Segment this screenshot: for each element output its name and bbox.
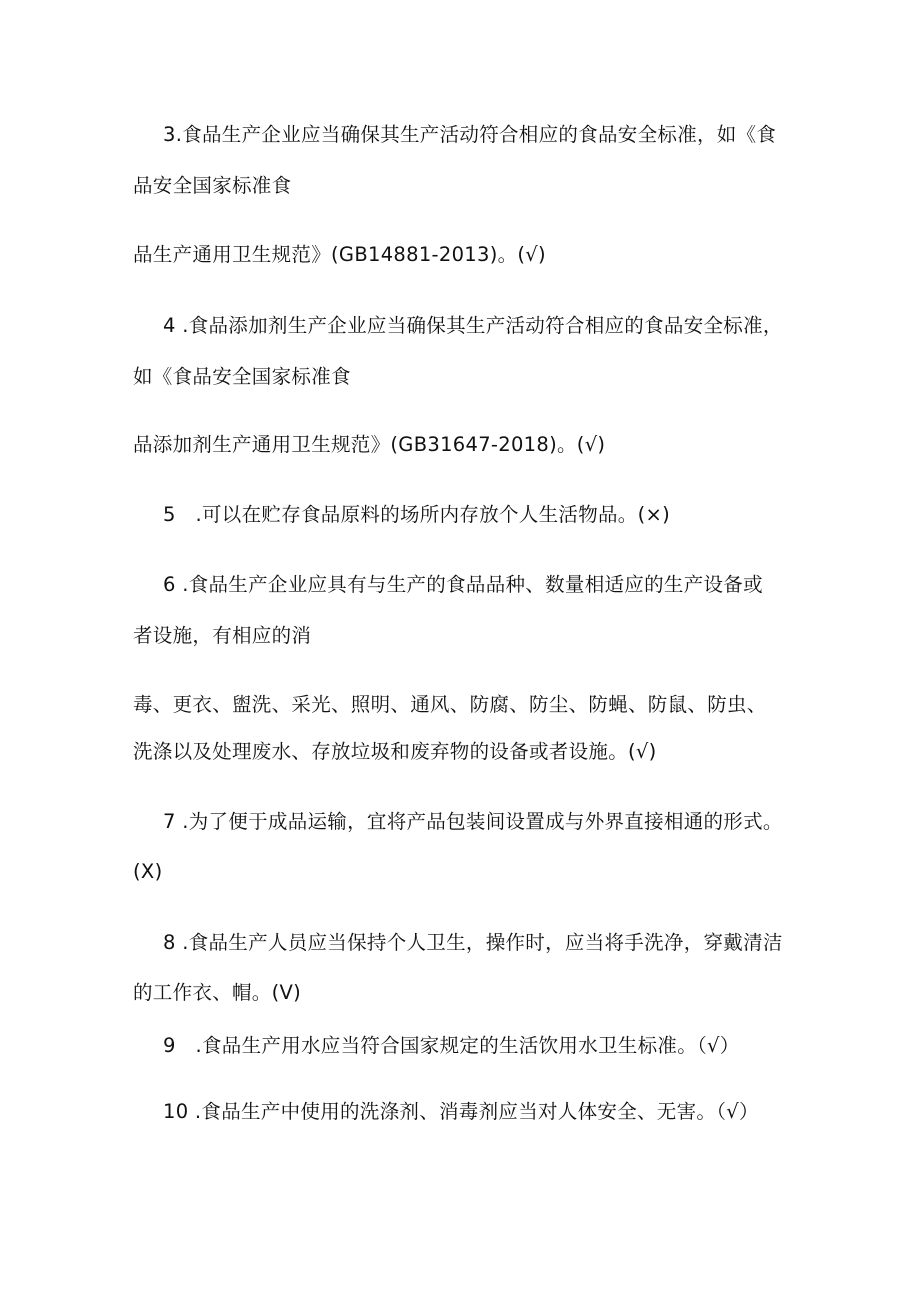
text-line: 10 .食品生产中使用的洗涤剂、消毒剂应当对人体安全、无害。（√） [163,1100,759,1123]
text-line: 的工作衣、帽。(V) [133,981,302,1004]
text-line: (X) [133,860,163,883]
text-line: 品添加剂生产通用卫生规范》(GB31647-2018)。(√) [133,433,606,456]
text-line: 9 .食品生产用水应当符合国家规定的生活饮用水卫生标准。（√） [163,1034,740,1057]
text-line: 6 .食品生产企业应具有与生产的食品品种、数量相适应的生产设备或 [163,573,763,596]
text-line: 7 .为了便于成品运输，宜将产品包装间设置成与外界直接相通的形式。 [163,810,783,833]
text-line: 8 .食品生产人员应当保持个人卫生，操作时，应当将手洗净，穿戴清洁 [163,931,783,954]
text-line: 品安全国家标准食 [133,174,292,197]
text-line: 毒、更衣、盥洗、采光、照明、通风、防腐、防尘、防蝇、防鼠、防虫、 [133,693,767,716]
text-line: 者设施，有相应的消 [133,624,312,647]
text-line: 如《食品安全国家标准食 [133,365,351,388]
text-line: 4 .食品添加剂生产企业应当确保其生产活动符合相应的食品安全标准， [163,314,783,337]
text-line: 洗涤以及处理废水、存放垃圾和废弃物的设备或者设施。(√) [133,740,657,763]
text-line: 3.食品生产企业应当确保其生产活动符合相应的食品安全标准，如《食 [163,123,777,146]
text-line: 5 .可以在贮存食品原料的场所内存放个人生活物品。(×) [163,503,671,526]
text-line: 品生产通用卫生规范》(GB14881-2013)。(√) [133,243,546,266]
